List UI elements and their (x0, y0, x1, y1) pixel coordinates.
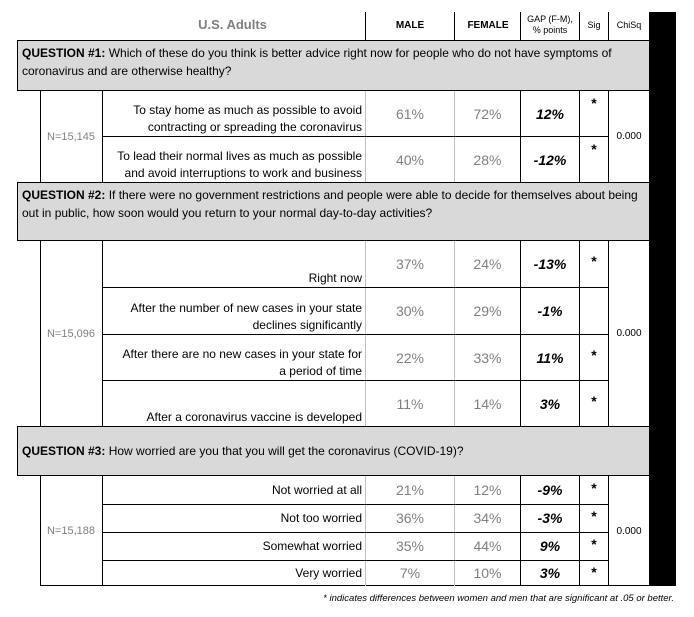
q2-r4-male: 11% (396, 395, 424, 412)
q2-r2-male: 30% (395, 303, 425, 319)
q3-r4-gap: 3% (539, 565, 561, 581)
q2-r3-male: 22% (395, 349, 425, 366)
table-row-q2-answer-2 (103, 288, 365, 334)
question-2-bar (17, 182, 650, 241)
footnote: * indicates differences between women and men that are significant at .05 or better. (323, 593, 674, 604)
right-black-bar (650, 12, 676, 586)
q2-r3-female: 33% (473, 349, 502, 366)
q3-r3-gap: 9% (539, 538, 561, 554)
question-1-chisq: 0.000 (616, 131, 642, 142)
question-1-text: Which of these do you think is better advice right now for people who do not have symptoms of coronavirus and are otherwise healthy? (22, 46, 612, 78)
q2-r4-gap: 3% (539, 395, 561, 412)
q3-r1-gap: -9% (537, 482, 563, 498)
q2-r1-gap: -13% (533, 256, 567, 272)
q2-r2-female: 29% (473, 303, 502, 319)
col-header-chisq: ChiSq (616, 19, 642, 30)
q3-r4-female: 10% (473, 565, 502, 581)
q1-r1-sig: * (591, 95, 597, 111)
question-2-chisq: 0.000 (616, 328, 642, 339)
q2-answer-2-line1: After the number of new cases in your state (130, 301, 362, 315)
col-header-sig: Sig (587, 19, 601, 30)
table-title: U.S. Adults (198, 17, 267, 32)
q1-r2-sig: * (591, 141, 597, 157)
question-3-text: How worried are you that you will get the coronavirus (COVID-19)? (108, 444, 464, 458)
col-header-gap (521, 12, 579, 38)
q2-answer-4-line1: After a coronavirus vaccine is developed (146, 410, 362, 424)
question-3-chisq: 0.000 (616, 525, 642, 537)
table-row-q2-answer-3 (103, 335, 365, 380)
question-1-bar (17, 40, 650, 91)
question-1-n: N=15,145 (46, 130, 95, 143)
q2-r4-female: 14% (473, 395, 502, 412)
q1-r2-female: 28% (473, 151, 502, 168)
q3-r2-female: 34% (473, 510, 502, 526)
q2-r3-gap: 11% (536, 349, 564, 366)
q2-r1-male: 37% (395, 256, 425, 272)
q2-r3-sig: * (591, 347, 597, 363)
q1-answer-1-line2: contracting or spreading the coronavirus (147, 120, 362, 134)
question-1-label: QUESTION #1: (22, 46, 106, 60)
q1-r2-gap: -12% (533, 151, 567, 168)
question-3-n: N=15,188 (46, 525, 95, 537)
table-row-q3-answer-2: Not too worried (280, 510, 362, 525)
q2-r4-sig: * (591, 393, 597, 409)
q2-answer-2-line2: declines significantly (252, 318, 362, 332)
table-row-q3-answer-1: Not worried at all (271, 482, 362, 497)
q3-r3-male: 35% (395, 538, 425, 554)
q2-r2-sig (580, 288, 608, 334)
col-header-female: FEMALE (467, 19, 509, 31)
question-2-n: N=15,096 (46, 327, 95, 340)
q1-r1-gap: 12% (535, 105, 565, 122)
q3-r1-female: 12% (473, 482, 502, 498)
q3-r4-sig: * (591, 564, 597, 580)
q3-r2-sig: * (591, 508, 597, 524)
col-header-male: MALE (395, 19, 425, 31)
q2-r2-gap: -1% (537, 303, 563, 319)
question-3-label: QUESTION #3: (22, 444, 106, 458)
q2-answer-1-line1: Right now (308, 271, 362, 285)
q2-r1-female: 24% (473, 256, 502, 272)
q1-answer-2-line2: and avoid interruptions to work and business (124, 166, 362, 180)
q3-r1-sig: * (591, 480, 597, 496)
col-header-gap-line2: % points (532, 25, 568, 35)
q2-answer-3-line1: After there are no new cases in your state for (122, 347, 362, 361)
question-3-bar (17, 426, 650, 476)
q3-r3-female: 44% (473, 538, 502, 554)
q3-r1-male: 21% (395, 482, 425, 498)
q1-answer-1-line1: To stay home as much as possible to avoid (133, 103, 362, 117)
q3-r2-male: 36% (395, 510, 425, 526)
q1-r1-male: 61% (395, 105, 425, 122)
question-2-label: QUESTION #2: (22, 188, 106, 202)
q3-r2-gap: -3% (537, 510, 563, 526)
table-row-q2-answer-1 (103, 241, 365, 287)
q1-r2-male: 40% (395, 151, 425, 168)
q1-r1-female: 72% (473, 105, 502, 122)
table-row-q3-answer-4: Very worried (295, 565, 362, 580)
col-header-gap-line1: GAP (F-M), (527, 14, 573, 24)
table-row-q2-answer-4 (103, 381, 365, 426)
table-row-q1-answer-2 (103, 137, 365, 182)
q2-r1-sig: * (591, 253, 597, 269)
q1-answer-2-line1: To lead their normal lives as much as possible (117, 149, 362, 163)
table-row-q3-answer-3: Somewhat worried (262, 538, 362, 553)
q2-answer-3-line2: a period of time (279, 364, 362, 378)
question-2-text: If there were no government restrictions and people were able to decide for themselves about being out in public, how soon would you return to your normal day-to-day activities? (22, 188, 638, 220)
q3-r3-sig: * (591, 536, 597, 552)
q3-r4-male: 7% (399, 565, 421, 581)
table-row-q1-answer-1 (103, 91, 365, 136)
